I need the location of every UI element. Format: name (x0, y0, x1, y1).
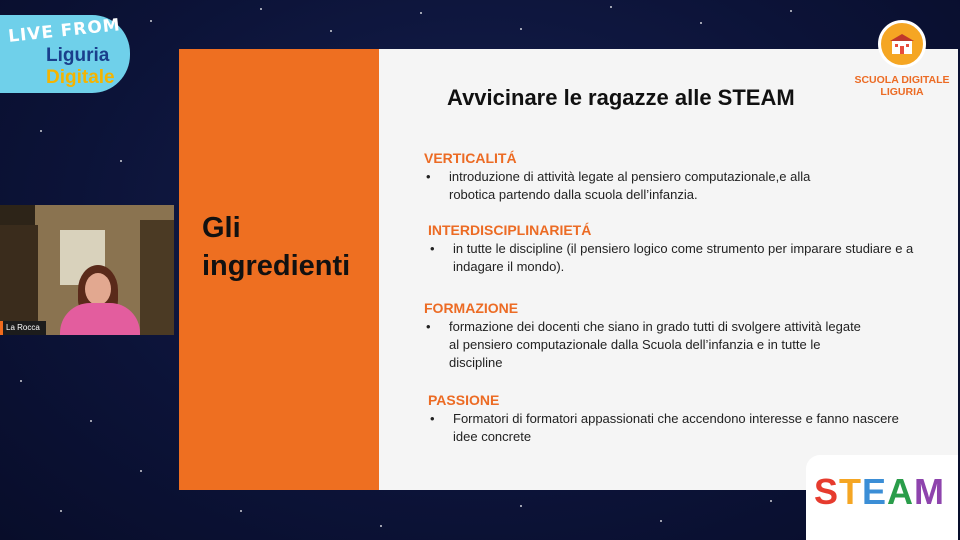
star (20, 380, 22, 382)
star (700, 22, 702, 24)
steam-letter: A (887, 471, 915, 512)
star (520, 505, 522, 507)
star (330, 30, 332, 32)
steam-logo-letters (814, 471, 945, 513)
participant-video-tile[interactable] (0, 205, 174, 335)
star (380, 525, 382, 527)
star (610, 6, 612, 8)
live-from-liguria-digitale-logo (0, 15, 130, 93)
bullet-icon: • (426, 319, 431, 334)
live-badge-line2: Liguria (46, 45, 110, 66)
steam-letter: S (814, 471, 840, 512)
section-bullet-item (424, 318, 869, 372)
live-badge-line3: Digitale (46, 67, 115, 88)
bullet-icon: • (430, 241, 435, 256)
section-heading: INTERDISCIPLINARIETÁ (428, 222, 592, 238)
section-bullet-item (428, 240, 933, 276)
star (770, 500, 772, 502)
section-verticalita (424, 150, 829, 204)
section-interdisciplinarieta (428, 222, 933, 276)
steam-letter: E (862, 471, 888, 512)
section-heading: FORMAZIONE (424, 300, 519, 316)
star (120, 160, 122, 162)
person-face (85, 273, 111, 305)
presentation-slide (179, 49, 958, 490)
section-heading: PASSIONE (428, 392, 500, 408)
star (520, 28, 522, 30)
star (240, 510, 242, 512)
participant-name-label: La Rocca (0, 321, 46, 335)
scuola-digitale-liguria-logo (848, 20, 956, 98)
live-badge-line1: LIVE FROM (7, 15, 122, 47)
bullet-text: formazione dei docenti che siano in grado tutti di svolgere attività legate al pensiero computazionale dalla Scuola dell’infanzia e in tutte le discipline (449, 319, 861, 370)
star (150, 20, 152, 22)
steam-letter: M (914, 471, 946, 512)
bullet-text: Formatori di formatori appassionati che accendono interesse e fanno nascere idee concrete (453, 411, 899, 444)
bullet-icon: • (426, 169, 431, 184)
star (140, 470, 142, 472)
steam-logo (806, 455, 958, 540)
steam-letter: T (839, 471, 863, 512)
star (790, 10, 792, 12)
star (660, 520, 662, 522)
bullet-icon: • (430, 411, 435, 426)
bullet-text: in tutte le discipline (il pensiero logico come strumento per imparare studiare e a indagare il mondo). (453, 241, 914, 274)
video-background-door (140, 220, 174, 335)
section-heading: VERTICALITÁ (424, 150, 517, 166)
star (90, 420, 92, 422)
bullet-text: introduzione di attività legate al pensiero computazionale,e alla robotica partendo dalla scuola dell’infanzia. (449, 169, 811, 202)
slide-left-title: Gli ingredienti (202, 212, 351, 282)
section-passione (428, 392, 903, 446)
school-logo-line2: LIGURIA (880, 86, 924, 98)
section-bullet-item (424, 168, 829, 204)
section-formazione (424, 300, 869, 372)
star (40, 130, 42, 132)
section-bullet-item (428, 410, 903, 446)
school-logo-text (848, 74, 956, 98)
school-logo-line1: SCUOLA DIGITALE (854, 74, 950, 86)
star (260, 8, 262, 10)
star (420, 12, 422, 14)
slide-title: Avvicinare le ragazze alle STEAM (447, 85, 795, 110)
slide-left-panel (179, 49, 379, 490)
star (60, 510, 62, 512)
school-building-icon (878, 20, 926, 68)
video-background-shelf (0, 225, 38, 335)
